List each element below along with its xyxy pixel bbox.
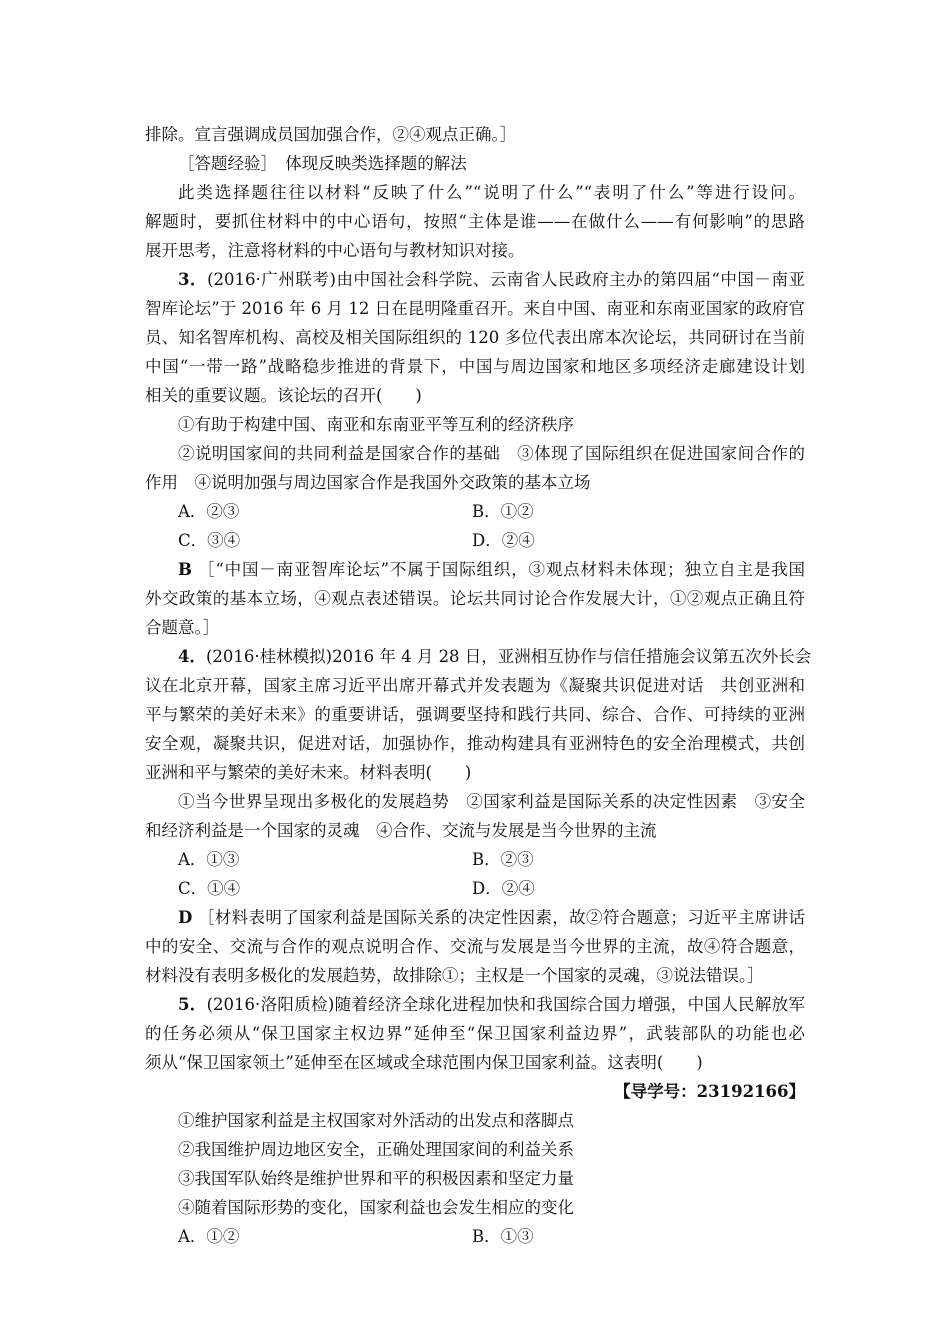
tip-body-line: 解题时，要抓住材料中的中心语句，按照“主体是谁——在做什么——有何影响”的思路	[145, 212, 805, 231]
question-3-line: 员、知名智库机构、高校及相关国际组织的 120 多位代表出席本次论坛，共同研讨在当前	[145, 328, 805, 347]
option-a: A．①③	[178, 850, 240, 869]
option-a: A．②③	[178, 502, 240, 521]
question-3-line: 相关的重要议题。该论坛的召开( )	[145, 386, 422, 405]
question-5-line: 的任务必须从“保卫国家主权边界”延伸至“保卫国家利益边界”，武装部队的功能也必	[145, 1024, 805, 1043]
answer-line: D ［材料表明了国家利益是国际关系的决定性因素，故②符合题意；习近平主席讲话	[178, 908, 806, 927]
option-b: B．①②	[472, 502, 534, 521]
option-d: D．②④	[472, 879, 535, 898]
question-4-line: 4．(2016·桂林模拟)2016 年 4 月 28 日，亚洲相互协作与信任措施会议第五次外长会	[178, 647, 812, 666]
statement: ③我国军队始终是维护世界和平的积极因素和坚定力量	[178, 1169, 574, 1188]
answer-letter: B	[178, 560, 192, 579]
statement: ①当今世界呈现出多极化的发展趋势 ②国家利益是国际关系的决定性因素 ③安全	[178, 792, 805, 811]
statement: ①维护国家利益是主权国家对外活动的出发点和落脚点	[178, 1111, 574, 1130]
option-b: B．①③	[472, 1227, 534, 1246]
question-3-line: 中国“一带一路”战略稳步推进的背景下，中国与周边国家和地区多项经济走廊建设计划	[145, 357, 805, 376]
question-number: 5．	[178, 995, 207, 1014]
statement: 和经济利益是一个国家的灵魂 ④合作、交流与发展是当今世界的主流	[145, 821, 657, 840]
answer-line: B ［“中国－南亚智库论坛”不属于国际组织，③观点材料未体现；独立自主是我国	[178, 560, 805, 579]
question-4-line: 平与繁荣的美好未来》的重要讲话，强调要坚持和践行共同、综合、合作、可持续的亚洲	[145, 705, 805, 724]
statement: 作用 ④说明加强与周边国家合作是我国外交政策的基本立场	[145, 473, 591, 492]
guide-number: 【导学号：23192166】	[614, 1082, 805, 1101]
question-4-line: 亚洲和平与繁荣的美好未来。材料表明( )	[145, 763, 472, 782]
option-b: B．②③	[472, 850, 534, 869]
tip-heading: ［答题经验］ 体现反映类选择题的解法	[178, 154, 467, 173]
question-5-line: 5．(2016·洛阳质检)随着经济全球化进程加快和我国综合国力增强，中国人民解放军	[178, 995, 805, 1014]
question-3-line: 智库论坛”于 2016 年 6 月 12 日在昆明隆重召开。来自中国、南亚和东南亚国家的政府官	[145, 299, 805, 318]
question-4-line: 安全观，凝聚共识，促进对话，加强协作，推动构建具有亚洲特色的安全治理模式，共创	[145, 734, 805, 753]
statement: ①有助于构建中国、南亚和东南亚平等互利的经济秩序	[178, 415, 574, 434]
question-number: 4．	[178, 647, 206, 666]
question-5-line: 须从“保卫国家领土”延伸至在区域或全球范围内保卫国家利益。这表明( )	[145, 1053, 703, 1072]
question-number: 3．	[178, 270, 208, 289]
answer-line: 外交政策的基本立场，④观点表述错误。论坛共同讨论合作发展大计，①②观点正确且符	[145, 589, 805, 608]
answer-line: 合题意。］	[145, 618, 220, 637]
question-4-line: 议在北京开幕，国家主席习近平出席开幕式并发表题为《凝聚共识促进对话 共创亚洲和	[145, 676, 805, 695]
statement: ④随着国际形势的变化，国家利益也会发生相应的变化	[178, 1198, 574, 1217]
tip-body-line: 此类选择题往往以材料“反映了什么”“说明了什么”“表明了什么”等进行设问。	[178, 183, 805, 202]
question-3-line: 3．(2016·广州联考)由中国社会科学院、云南省人民政府主办的第四届“中国－南亚	[178, 270, 806, 289]
option-c: C．①④	[178, 879, 241, 898]
option-c: C．③④	[178, 531, 241, 550]
statement: ②我国维护周边地区安全，正确处理国家间的利益关系	[178, 1140, 574, 1159]
answer-letter: D	[178, 908, 193, 927]
option-d: D．②④	[472, 531, 535, 550]
answer-line: 材料没有表明多极化的发展趋势，故排除①；主权是一个国家的灵魂，③说法错误。］	[145, 966, 764, 985]
answer-line: 中的安全、交流与合作的观点说明合作、交流与发展是当今世界的主流，故④符合题意，	[145, 937, 805, 956]
prev-answer-tail: 排除。宣言强调成员国加强合作，②④观点正确。］	[145, 125, 517, 144]
tip-body-line: 展开思考，注意将材料的中心语句与教材知识对接。	[145, 241, 525, 260]
statement: ②说明国家间的共同利益是国家合作的基础 ③体现了国际组织在促进国家间合作的	[178, 444, 805, 463]
option-a: A．①②	[178, 1227, 240, 1246]
